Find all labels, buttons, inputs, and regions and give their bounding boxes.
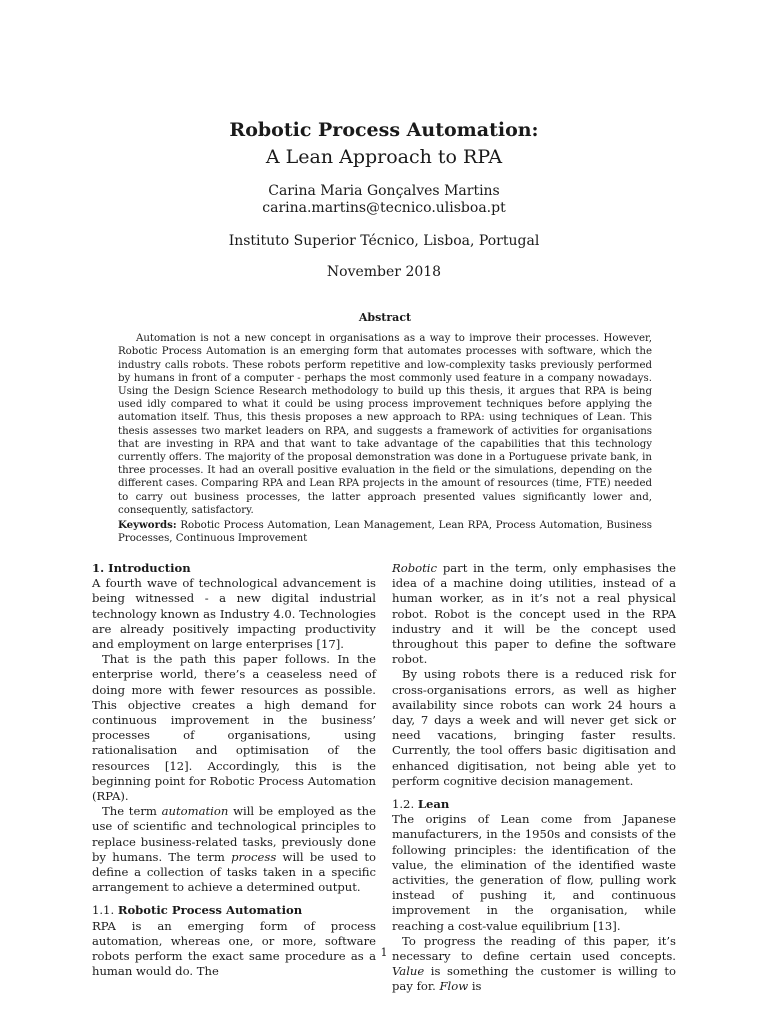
term-flow: Flow — [439, 979, 469, 994]
keywords-list: Robotic Process Automation, Lean Management, Lean RPA, Process Automation, Business Processes, Continuous Improvement — [118, 520, 652, 545]
intro-p3-part3: will be used to define a collection of tasks taken in a specific arrangement to achieve a determined output. — [92, 849, 376, 895]
section-gap — [392, 789, 676, 797]
section-lean-heading — [392, 797, 676, 812]
section-introduction-heading: 1. Introduction — [92, 561, 191, 575]
paper-subtitle: A Lean Approach to RPA — [265, 146, 503, 168]
intro-paragraph-3 — [92, 804, 376, 895]
paper-date: November 2018 — [326, 264, 442, 280]
section-gap — [92, 895, 376, 903]
intro-paragraph-2: That is the path this paper follows. In the enterprise world, there’s a ceaseless need of doing more with fewer resources as possible. This objective creates a high demand for continuous improvement in the business’ processes of organisations, using rationalisation and optimisation of the resources [12]. Accordingly, this is the beginning point for Robotic Process Automation (RPA). — [92, 652, 376, 804]
author-email: carina.martins@tecnico.ulisboa.pt — [262, 200, 506, 216]
intro-p3-part2: will be employed as the use of scientific and technological principles to replace business-related tasks, previously done by humans. The term — [92, 804, 376, 864]
rpa-paragraph-1: RPA is an emerging form of process automation, whereas one, or more, software robots perform the exact same procedure as a human would do. The — [92, 918, 376, 979]
paper-title: Robotic Process Automation: — [229, 119, 539, 141]
lean-p2-part2: is something the customer is willing to pay for. — [392, 964, 676, 994]
abstract-text: Automation is not a new concept in organisations as a way to improve their processes. However, Robotic Process Automation is an emerging form that automates processes with software, which the industry calls robots. These robots perform repetitive and low-complexity tasks previously performed by humans in front of a computer - perhaps the most commonly used feature in a company nowadays. Using the Design Science Research methodology to build up this thesis, it argues that RPA is being used idly compared to what it could be using process improvement techniques before applying the automation itself. Thus, this thesis proposes a new approach to RPA: using techniques of Lean. This thesis assesses two market leaders on RPA, and suggests a framework of activities for organisations that are investing in RPA and that want to take advantage of the capabilities that this technology currently offers. The majority of the proposal demonstration was done in a Portuguese private bank, in three processes. It had an overall positive evaluation in the field or the simulations, depending on the different cases. Comparing RPA and Lean RPA projects in the amount of resources (time, FTE) needed to carry out business processes, the latter approach presented values significantly lower and, consequently, satisfactory. — [118, 333, 652, 516]
term-automation: automation — [161, 804, 229, 819]
term-value: Value — [392, 964, 425, 979]
term-process: process — [231, 849, 277, 864]
term-robotic: Robotic — [392, 561, 437, 575]
keywords-label: Keywords: — [118, 519, 177, 532]
abstract-section — [118, 311, 652, 545]
rpa-paragraph-2: By using robots there is a reduced risk for cross-organisations errors, as well as higher availability since robots can work 24 hours a day, 7 days a week and will never get sick or need vacations, bringing faster results. Currently, the tool offers basic digitisation and enhanced digitisation, not being able yet to perform cognitive decision management. — [392, 667, 676, 788]
lean-p2-part3: is — [468, 979, 482, 994]
intro-p3-part1: The term — [102, 804, 162, 819]
abstract-heading: Abstract — [358, 311, 412, 324]
author-affiliation: Instituto Superior Técnico, Lisboa, Portugal — [228, 233, 540, 249]
section-rpa-heading — [92, 903, 376, 918]
section-rpa-title: Robotic Process Automation — [117, 903, 303, 918]
lean-paragraph-2 — [392, 934, 676, 995]
lean-paragraph-1: The origins of Lean come from Japanese manufacturers, in the 1950s and consists of the following principles: the identification of the value, the elimination of the identified waste activities, the generation of flow, pulling work instead of pushing it, and continuous improvement in the organisation, while reaching a cost-value equilibrium [13]. — [392, 812, 676, 933]
right-column — [392, 561, 676, 995]
left-column — [92, 561, 376, 979]
title-block — [0, 118, 768, 281]
intro-paragraph-1: A fourth wave of technological advancement is being witnessed - a new digital industrial technology known as Industry 4.0. Technologies are already positively impacting productivity and employment on large enterprises [17]. — [92, 576, 376, 652]
rpa-paragraph-1-continued — [392, 561, 676, 667]
section-lean-title: Lean — [417, 797, 450, 812]
section-lean-number: 1.2. — [392, 797, 415, 812]
lean-p2-part1: To progress the reading of this paper, it’s necessary to define certain used concepts. — [392, 933, 676, 964]
section-rpa-number: 1.1. — [92, 903, 115, 918]
author-name: Carina Maria Gonçalves Martins — [268, 183, 500, 199]
keywords-line — [118, 519, 652, 545]
rpa-p1-cont-text: part in the term, only emphasises the idea of a machine doing utilities, instead of a human worker, as in it’s not a real physical robot. Robot is the concept used in the RPA industry and it will be the concept used throughout this paper to define the software robot. — [392, 561, 676, 667]
page-number: 1 — [380, 946, 388, 959]
